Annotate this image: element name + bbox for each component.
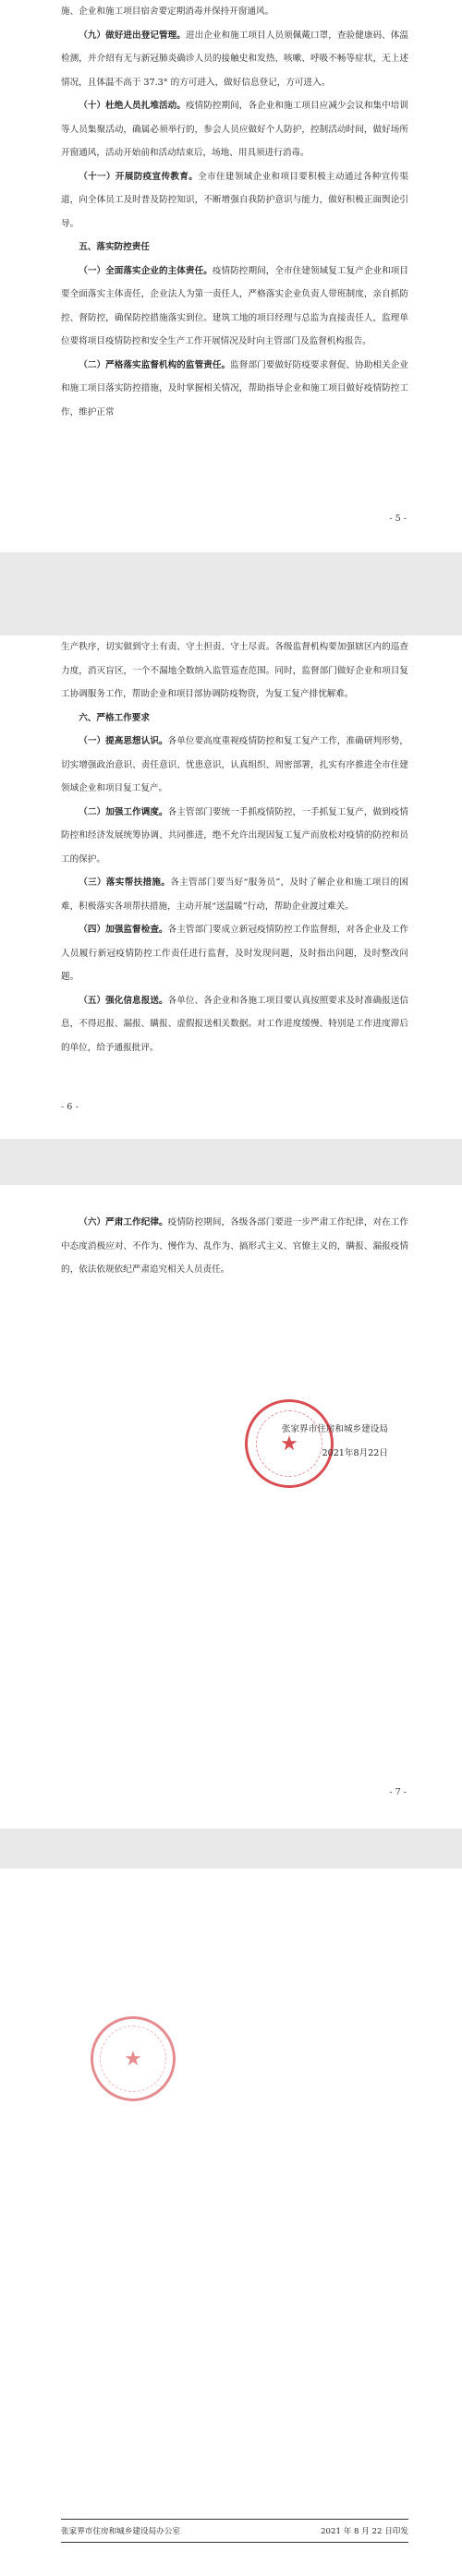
section-heading: 五、落实防控责任 [79,242,150,252]
paragraph [61,260,408,354]
paragraph [61,24,408,95]
item-heading: （六）严肃工作纪律。 [79,1217,168,1228]
paragraph: 生产秩序，切实做到守土有责、守土担责、守土尽责。各级监督机构要加强辖区内的巡查力度，消灭盲区，一个不漏地全数纳入监管巡查范围。同时，监督部门做好企业和项目复工协调服务工作，帮助企业和项目部协调防疫物资，为复工复产排忧解难。 [61,642,408,699]
star-icon: ★ [100,2026,166,2092]
paragraph [61,989,408,1060]
paragraph [61,801,408,872]
item-body: 各单位、各企业和各施工项目要认真按照要求及时准确报送信息，不得迟报、漏报、瞒报、虚假报送相关数据。对工作进度缓慢、特别是工作进度滞后的单位，给予通报批评。 [61,995,409,1053]
item-body: 各主管部门要当好“服务员”，及时了解企业和施工项目的困难，积极落实各项帮扶措施，主动开展“送温暖”行动，帮助企业渡过难关。 [61,877,409,912]
page-number: - 6 - [61,1102,79,1112]
paragraph [61,94,408,165]
item-body: 疫情防控期间，全市住建领域复工复产企业和项目要全面落实主体责任，企业法人为第一责任人，严格落实企业负责人带班制度，亲自抓防控、督防控，确保防控措施落实到位。建筑工地的项目经理与总监为直接责任人，监理单位要将项目疫情防控和安全生产工作开展情况及时向主管部门及监督机构报告。 [61,265,409,346]
item-body: 各单位要高度重视疫情防控和复工复产工作，准确研判形势，切实增强政治意识、责任意识、忧患意识，认真组织、周密部署，扎实有序推进全市住建领域企业和项目复工复产。 [61,736,409,793]
official-seal [91,2016,176,2101]
document-page-6 [0,635,462,1139]
paragraph [61,165,408,236]
paragraph [61,871,408,918]
document-page-8 [0,1869,462,2576]
paragraph [61,354,408,425]
paragraph [61,918,408,989]
footer-print-date: 2021 年 8 月 22 日印发 [321,2527,408,2536]
item-body: 各主管部门要统一手抓疫情防控，一手抓复工复产，做到疫情防控和经济发展统筹协调、共同推进，绝不允许出现因复工复产而放松对疫情的防控和员工的保护。 [61,806,409,865]
item-heading: （五）强化信息报送。 [79,995,168,1006]
page-number: - 5 - [389,514,407,524]
signature-date: 2021年8月22日 [322,1448,388,1458]
document-page-5 [0,0,462,552]
item-heading: （一）提高思想认识。 [79,736,168,746]
item-body: 监督部门要做好防疫要求督促、协助相关企业和施工项目落实防控措施，及时掌握相关情况，帮助指导企业和施工项目做好疫情防控工作，维护正常 [61,359,409,417]
item-heading: （一）全面落实企业的主体责任。 [79,265,213,276]
item-heading: （二）严格落实监督机构的监管责任。 [79,359,231,370]
page-number: - 7 - [389,1787,407,1797]
star-icon: ★ [256,1410,322,1477]
item-heading: （十）杜绝人员扎堆活动。 [79,101,186,111]
item-heading: （十一）开展防疫宣传教育。 [79,171,199,182]
document-page-7 [0,1185,462,1829]
item-body: 疫情防控期间，各级各部门要进一步严肃工作纪律，对在工作中态度消极应对、不作为、慢作为、乱作为、搞形式主义、官僚主义的，瞒报、漏报疫情的，依法依规依纪严肃追究相关人员责任。 [61,1217,409,1275]
paragraph [61,730,408,801]
item-body: 全市住建领域企业和项目要积极主动通过各种宣传渠道，向全体员工及时普及防控知识，不断增强自我防护意识与能力，做好积极正面舆论引导。 [61,171,409,229]
item-heading: （三）落实帮扶措施。 [79,877,171,888]
footer-issuer: 张家界市住房和城乡建设局办公室 [61,2527,180,2536]
item-body: 进出企业和施工项目人员须佩戴口罩，查验健康码、体温检测，并介绍有无与新冠肺炎确诊人员的接触史和发热、咳嗽、呼吸不畅等症状，无上述情况，且体温不高于 37.3° 的方可进入，做好信息登记，方可进入。 [61,30,409,88]
item-heading: （九）做好进出登记管理。 [79,30,186,41]
item-heading: （四）加强监督检查。 [79,925,168,935]
paragraph [61,1211,408,1282]
item-body: 各主管部门要成立新冠疫情防控工作监督组，对各企业及工作人员履行新冠疫情防控工作责任进行监督，及时发现问题，及时指出问题，及时整改问题。 [61,925,409,982]
item-body: 疫情防控期间，各企业和施工项目应减少会议和集中培训等人员集聚活动，确属必须举行的，参会人员应做好个人防护，控制活动时间，做好场所开窗通风，活动开始前和活动结束后，场地、用具须进行消毒。 [61,101,409,158]
paragraph: 施、企业和施工项目宿舍要定期消毒并保持开窗通风。 [61,6,274,17]
signature-block [240,1418,388,1466]
print-footer [61,2519,408,2543]
section-heading: 六、严格工作要求 [79,712,150,723]
item-heading: （二）加强工作调度。 [79,806,168,817]
signature-organization: 张家界市住房和城乡建设局 [281,1424,388,1434]
